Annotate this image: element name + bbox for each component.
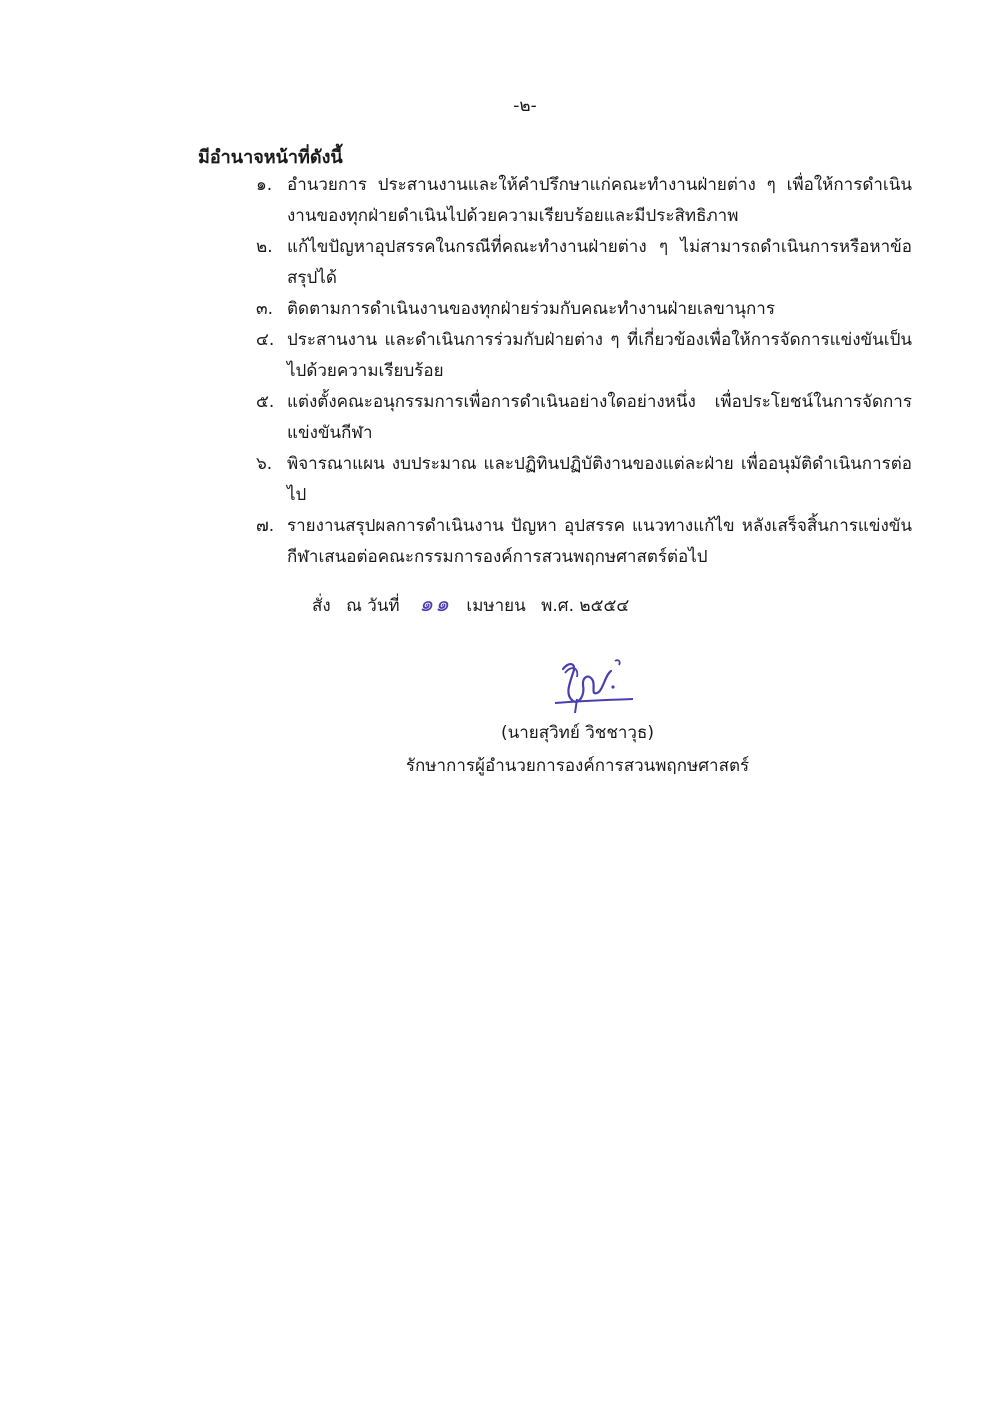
duty-item bbox=[256, 325, 912, 387]
duty-text: อำนวยการ ประสานงานและให้คำปรึกษาแก่คณะทำงานฝ่ายต่าง ๆ เพื่อให้การดำเนินงานของทุกฝ่ายดำเนินไปด้วยความเรียบร้อยและมีประสิทธิภาพ bbox=[287, 175, 912, 226]
order-year: พ.ศ. ๒๕๕๔ bbox=[541, 596, 630, 616]
duty-item bbox=[256, 232, 912, 294]
duty-item bbox=[256, 294, 912, 325]
duty-number: ๔. bbox=[256, 330, 275, 350]
duty-item bbox=[256, 511, 912, 573]
order-date-label: ณ วันที่ bbox=[346, 596, 400, 616]
duty-list bbox=[256, 170, 912, 573]
duty-text: ประสานงาน และดำเนินการร่วมกับฝ่ายต่าง ๆ ที่เกี่ยวข้องเพื่อให้การจัดการแข่งขันเป็นไปด้วยความเรียบร้อย bbox=[287, 330, 912, 381]
duty-item bbox=[256, 170, 912, 232]
duty-item bbox=[256, 449, 912, 511]
page-number: -๒- bbox=[513, 96, 537, 116]
duty-number: ๕. bbox=[256, 392, 275, 412]
order-month: เมษายน bbox=[466, 596, 526, 616]
duty-text: ติดตามการดำเนินงานของทุกฝ่ายร่วมกับคณะทำงานฝ่ายเลขานุการ bbox=[287, 299, 775, 319]
duty-text: แต่งตั้งคณะอนุกรรมการเพื่อการดำเนินอย่างใดอย่างหนึ่ง เพื่อประโยชน์ในการจัดการแข่งขันกีฬา bbox=[287, 392, 912, 443]
section-heading: มีอำนาจหน้าที่ดังนี้ bbox=[198, 147, 343, 168]
order-date-line bbox=[312, 586, 629, 621]
signer-name: (นายสุวิทย์ วิชชาวุธ) bbox=[501, 723, 654, 743]
duty-number: ๗. bbox=[256, 516, 275, 536]
signer-title: รักษาการผู้อำนวยการองค์การสวนพฤกษศาสตร์ bbox=[405, 756, 750, 776]
order-prefix: สั่ง bbox=[312, 596, 331, 616]
duty-number: ๒. bbox=[256, 237, 273, 257]
duty-number: ๑. bbox=[256, 175, 273, 195]
duty-text: พิจารณาแผน งบประมาณ และปฏิทินปฏิบัติงานของแต่ละฝ่าย เพื่ออนุมัติดำเนินการต่อไป bbox=[287, 454, 912, 505]
duty-number: ๖. bbox=[256, 454, 273, 474]
handwritten-signature bbox=[555, 655, 635, 715]
order-day: ๑๑ bbox=[419, 592, 451, 617]
duty-text: รายงานสรุปผลการดำเนินงาน ปัญหา อุปสรรค แนวทางแก้ไข หลังเสร็จสิ้นการแข่งขันกีฬาเสนอต่อคณะกรรมการองค์การสวนพฤกษศาสตร์ต่อไป bbox=[287, 516, 912, 567]
duty-item bbox=[256, 387, 912, 449]
duty-text: แก้ไขปัญหาอุปสรรคในกรณีที่คณะทำงานฝ่ายต่าง ๆ ไม่สามารถดำเนินการหรือหาข้อสรุปได้ bbox=[287, 237, 912, 288]
duty-number: ๓. bbox=[256, 299, 274, 319]
